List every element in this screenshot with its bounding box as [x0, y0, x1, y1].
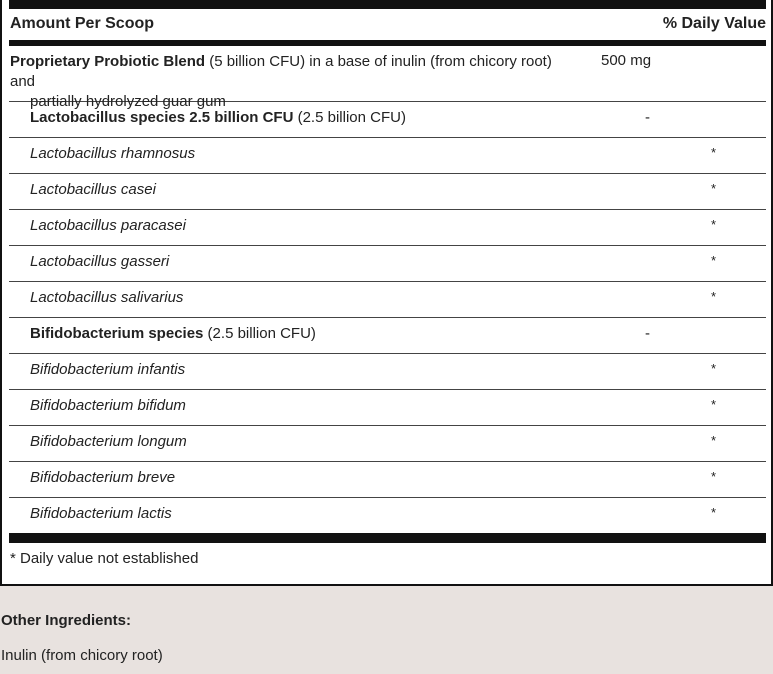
group-dv: - — [645, 325, 650, 342]
species-dv: * — [711, 181, 717, 196]
group-name — [30, 109, 590, 126]
footnote: * Daily value not established — [10, 550, 199, 567]
species-name: Bifidobacterium infantis — [30, 361, 186, 378]
table-row-blend — [9, 46, 766, 110]
blend-amount: 500 mg — [601, 52, 652, 69]
species-dv: * — [711, 397, 717, 412]
species-name: Lactobacillus salivarius — [30, 289, 184, 306]
table-row — [9, 390, 766, 426]
table-row-bifidobacterium-group — [9, 318, 766, 354]
table-row — [9, 426, 766, 462]
table-row — [9, 354, 766, 390]
daily-value-label: % Daily Value — [662, 15, 766, 32]
group-name — [30, 325, 590, 342]
group-name-rest: (2.5 billion CFU) — [203, 325, 316, 342]
species-dv: * — [711, 433, 717, 448]
blend-name-rest: (5 billion CFU) in a base of inulin (from chicory root) and — [10, 53, 552, 90]
species-dv: * — [711, 253, 717, 268]
species-dv: * — [711, 361, 717, 376]
ingredients-table — [9, 46, 766, 534]
table-header — [9, 9, 766, 40]
other-ingredients-title: Other Ingredients: — [1, 612, 132, 629]
species-dv: * — [711, 145, 717, 160]
species-name: Bifidobacterium longum — [30, 433, 187, 450]
species-name: Bifidobacterium bifidum — [30, 397, 186, 414]
group-name-bold: Bifidobacterium species — [30, 325, 204, 342]
species-dv: * — [711, 505, 717, 520]
table-row — [9, 246, 766, 282]
species-dv: * — [711, 217, 717, 232]
species-name: Bifidobacterium lactis — [30, 505, 172, 522]
species-name: Lactobacillus rhamnosus — [30, 145, 196, 162]
top-rule — [9, 0, 766, 9]
species-name: Bifidobacterium breve — [30, 469, 176, 486]
blend-name-line2: partially hydrolyzed guar gum — [30, 93, 226, 110]
species-dv: * — [711, 469, 717, 484]
other-ingredients-text: Inulin (from chicory root) — [1, 647, 163, 664]
amount-per-scoop-label: Amount Per Scoop — [10, 15, 155, 32]
group-dv: - — [645, 109, 650, 126]
table-row — [9, 138, 766, 174]
table-row — [9, 462, 766, 498]
table-row-lactobacillus-group — [9, 102, 766, 138]
group-name-rest: (2.5 billion CFU) — [293, 109, 406, 126]
table-row — [9, 174, 766, 210]
blend-name-bold: Proprietary Probiotic Blend — [10, 53, 206, 70]
species-name: Lactobacillus gasseri — [30, 253, 170, 270]
table-row — [9, 498, 766, 534]
table-row — [9, 282, 766, 318]
species-name: Lactobacillus paracasei — [30, 217, 186, 234]
table-row — [9, 210, 766, 246]
species-name: Lactobacillus casei — [30, 181, 156, 198]
group-name-bold: Lactobacillus species 2.5 billion CFU — [30, 109, 294, 126]
bottom-rule — [9, 533, 766, 543]
species-dv: * — [711, 289, 717, 304]
